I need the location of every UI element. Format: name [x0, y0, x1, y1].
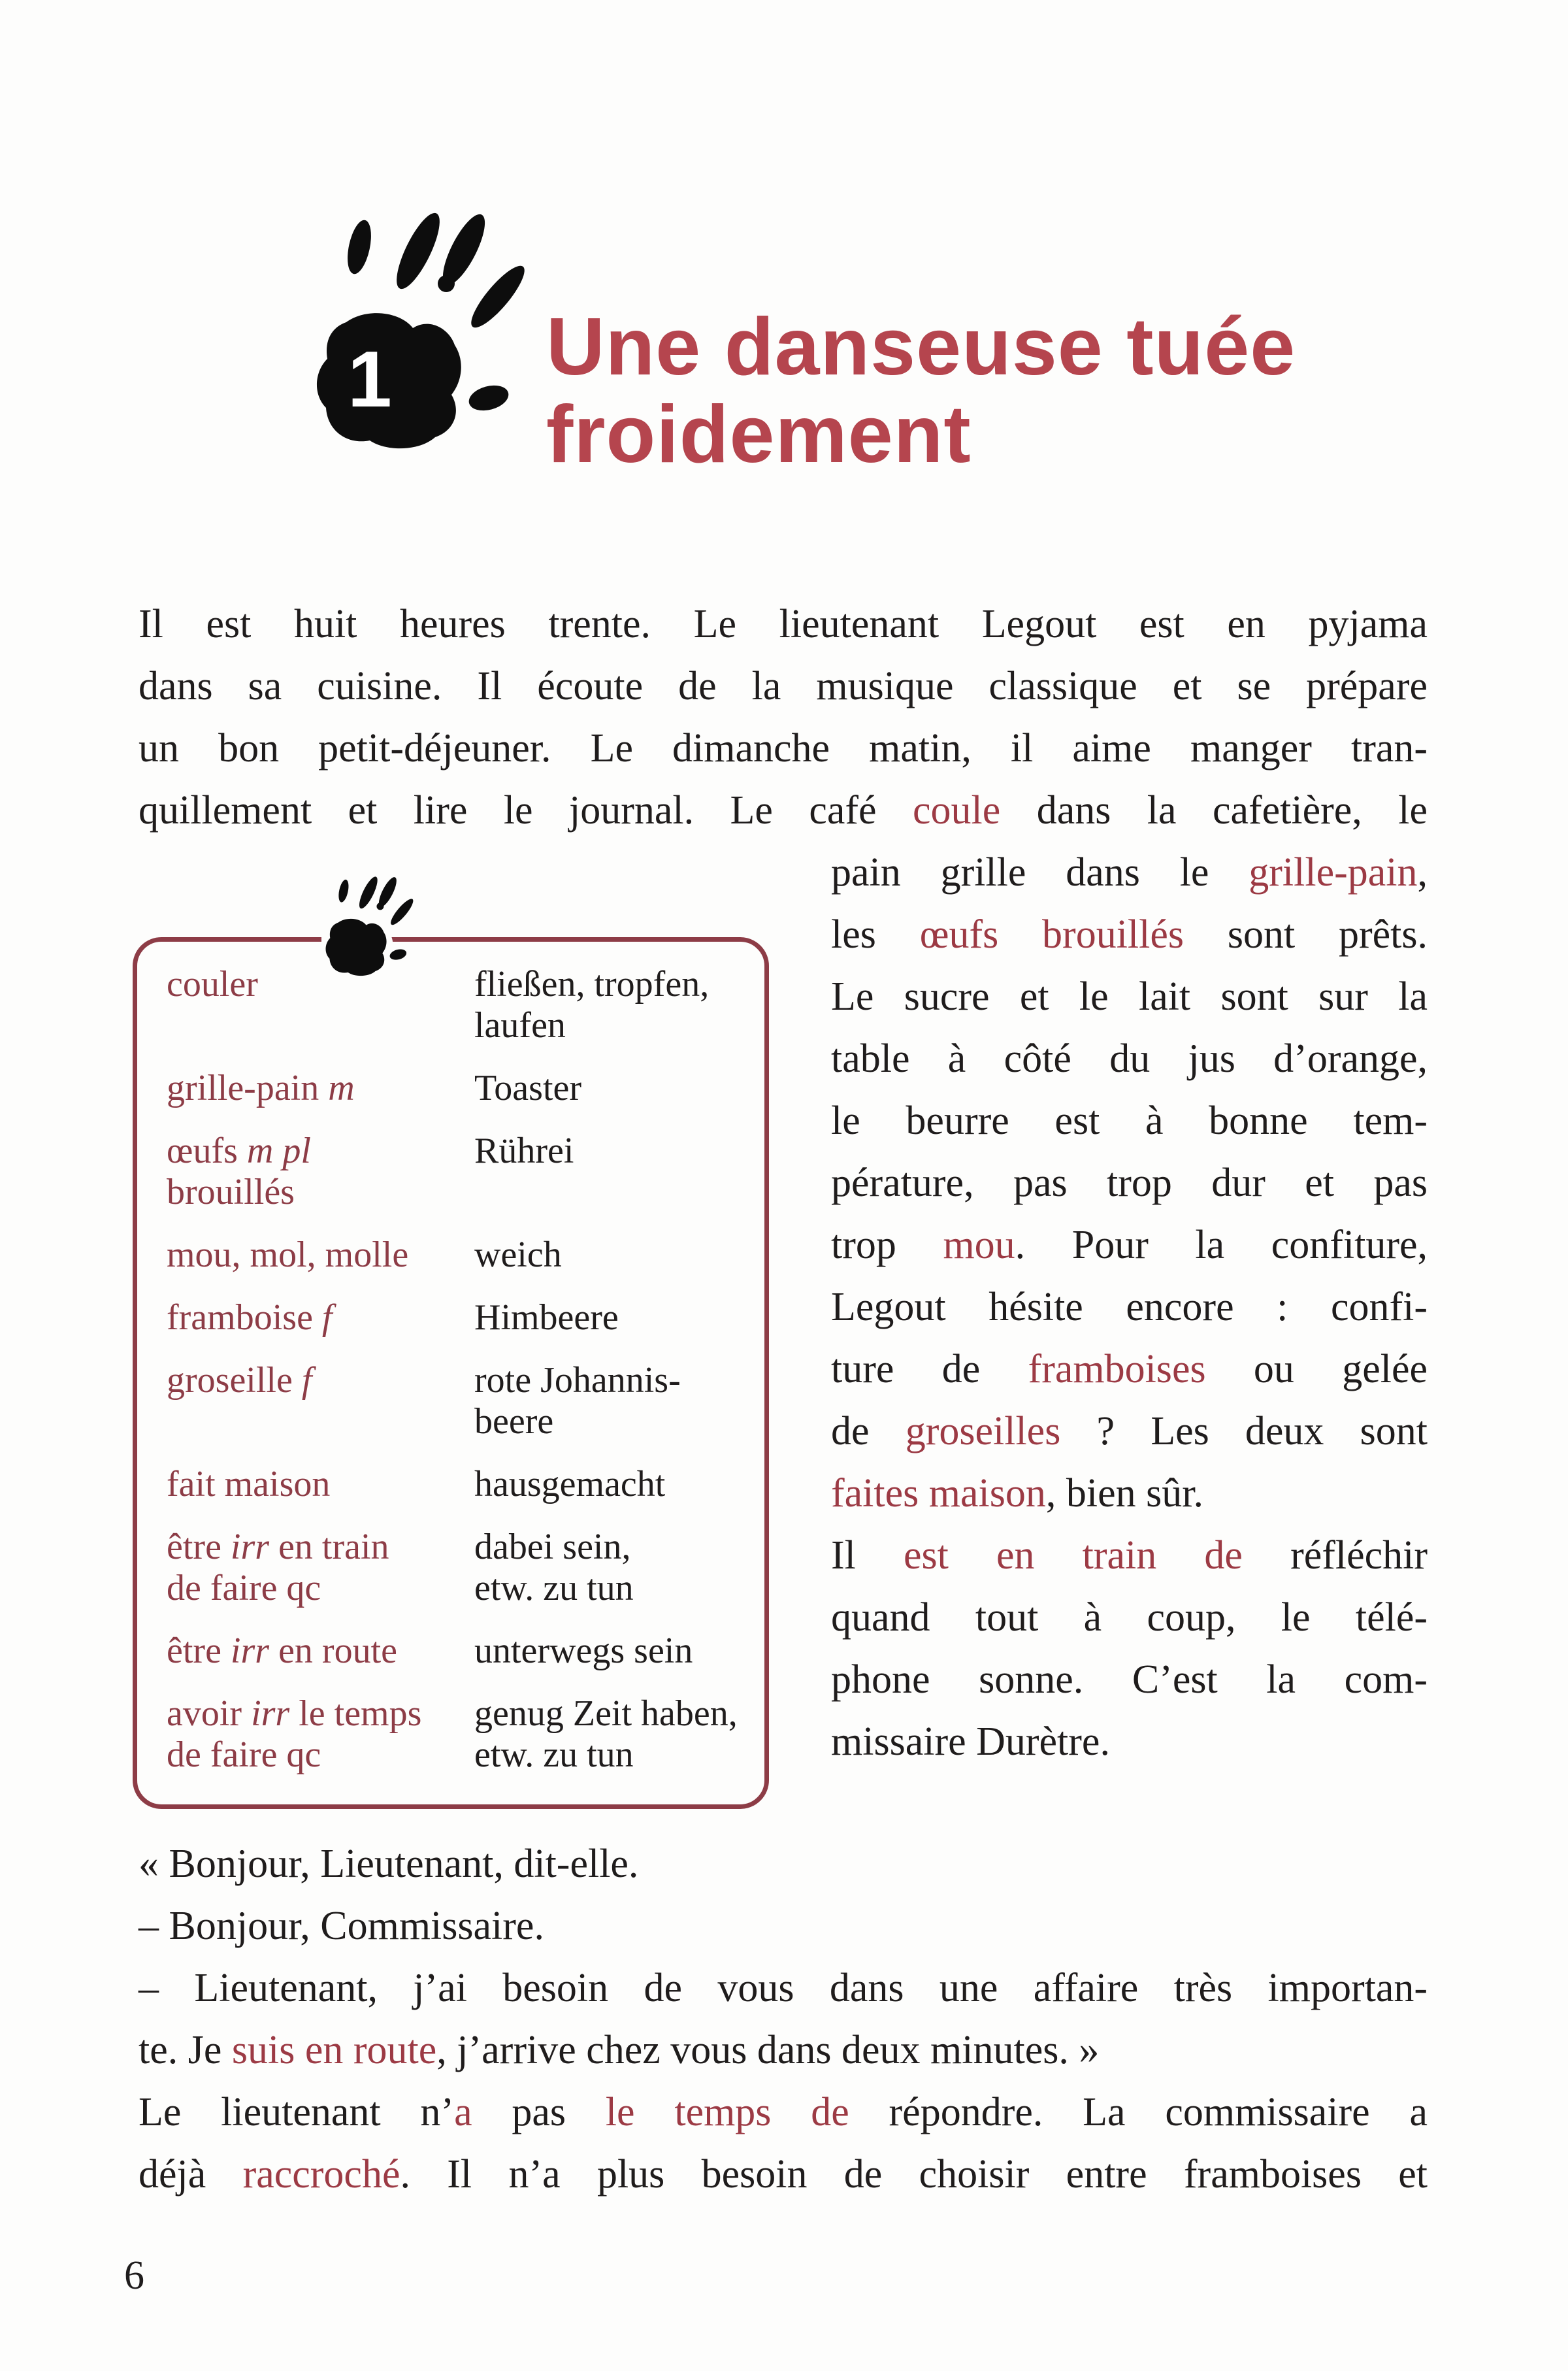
- vocab-term-de: Himbeere: [474, 1297, 619, 1338]
- vocab-term-fr: être irr en route: [167, 1631, 397, 1671]
- chapter-title: [546, 303, 1296, 478]
- vocab-term-de: rote Johannis- beere: [474, 1360, 681, 1442]
- handprint-icon: [307, 208, 539, 453]
- vocabulary-box: [133, 937, 769, 1809]
- vocab-row: [167, 1068, 747, 1109]
- vocab-term-fr: framboise f: [167, 1297, 333, 1338]
- vocab-row: [167, 1360, 747, 1442]
- text-line: quillement et lire le journal. Le café coule dans la cafetière, le: [139, 788, 1428, 833]
- vocab-term-fr: fait maison: [167, 1464, 331, 1504]
- vocab-row: [167, 1693, 747, 1776]
- text-line: te. Je suis en route, j’arrive chez vous dans deux minutes. »: [139, 2028, 1100, 2072]
- vocab-term-de: genug Zeit haben, etw. zu tun: [474, 1693, 738, 1775]
- text-line: quand tout à coup, le télé-: [831, 1595, 1428, 1640]
- text-line: – Lieutenant, j’ai besoin de vous dans une affaire très importan-: [139, 1966, 1428, 2010]
- vocab-term-de: Rührei: [474, 1131, 574, 1171]
- dialogue-paragraph: [139, 1833, 1428, 2206]
- vocab-term-fr: être irr en train de faire qc: [167, 1527, 389, 1608]
- text-line: pain grille dans le grille-pain,: [831, 850, 1428, 895]
- chapter-number: 1: [348, 335, 392, 423]
- text-line: de groseilles ? Les deux sont: [831, 1409, 1428, 1453]
- vocab-term-fr: groseille f: [167, 1360, 312, 1401]
- vocab-term-fr: œufs m pl brouillés: [167, 1131, 311, 1212]
- text-line: missaire Durètre.: [831, 1719, 1110, 1764]
- text-line: Il est en train de réfléchir: [831, 1533, 1428, 1578]
- vocab-term-fr: mou, mol, molle: [167, 1235, 409, 1275]
- text-line: un bon petit-déjeuner. Le dimanche matin, il aime manger tran-: [139, 726, 1428, 771]
- text-line: table à côté du jus d’orange,: [831, 1036, 1428, 1081]
- text-line: le beurre est à bonne tem-: [831, 1099, 1428, 1143]
- text-line: ture de framboises ou gelée: [831, 1347, 1428, 1391]
- page-number: 6: [124, 2253, 144, 2298]
- vocab-row: [167, 1631, 747, 1672]
- text-line: Le sucre et le lait sont sur la: [831, 974, 1428, 1019]
- vocab-term-de: unterwegs sein: [474, 1631, 693, 1671]
- text-line: « Bonjour, Lieutenant, dit-elle.: [139, 1842, 639, 1886]
- text-line: Legout hésite encore : confi-: [831, 1285, 1428, 1329]
- text-line: déjà raccroché. Il n’a plus besoin de choisir entre framboises et: [139, 2152, 1428, 2197]
- text-line: trop mou. Pour la confiture,: [831, 1223, 1428, 1267]
- text-line: les œufs brouillés sont prêts.: [831, 912, 1428, 957]
- vocab-term-de: weich: [474, 1235, 562, 1275]
- vocab-term-de: Toaster: [474, 1068, 582, 1108]
- vocab-term-fr: avoir irr le temps de faire qc: [167, 1693, 422, 1775]
- chapter-title-line: froidement: [546, 390, 972, 480]
- vocab-row: [167, 1464, 747, 1505]
- vocab-term-de: hausgemacht: [474, 1464, 666, 1504]
- text-line: pérature, pas trop dur et pas: [831, 1161, 1428, 1205]
- text-line: phone sonne. C’est la com-: [831, 1657, 1428, 1702]
- text-line: Le lieutenant n’a pas le temps de répondre. La commissaire a: [139, 2090, 1428, 2134]
- text-line: – Bonjour, Commissaire.: [139, 1904, 544, 1948]
- vocab-term-de: dabei sein, etw. zu tun: [474, 1527, 634, 1608]
- vocab-row: [167, 1235, 747, 1276]
- vocab-row: [167, 1297, 747, 1338]
- opening-paragraph: [139, 593, 1428, 842]
- handprint-icon: [321, 874, 419, 978]
- vocab-row: [167, 1131, 747, 1213]
- vocab-term-de: fließen, tropfen, laufen: [474, 964, 710, 1046]
- vocab-term-fr: couler: [167, 964, 258, 1004]
- chapter-title-line: Une danseuse tuée: [546, 302, 1296, 392]
- text-line: Il est huit heures trente. Le lieutenant Legout est en pyjama: [139, 602, 1428, 646]
- text-line: dans sa cuisine. Il écoute de la musique classique et se prépare: [139, 664, 1428, 708]
- vocab-row: [167, 1527, 747, 1609]
- vocab-term-fr: grille-pain m: [167, 1068, 355, 1108]
- vocab-row: [167, 964, 747, 1046]
- text-line: faites maison, bien sûr.: [831, 1471, 1203, 1516]
- story-column: [831, 842, 1428, 1773]
